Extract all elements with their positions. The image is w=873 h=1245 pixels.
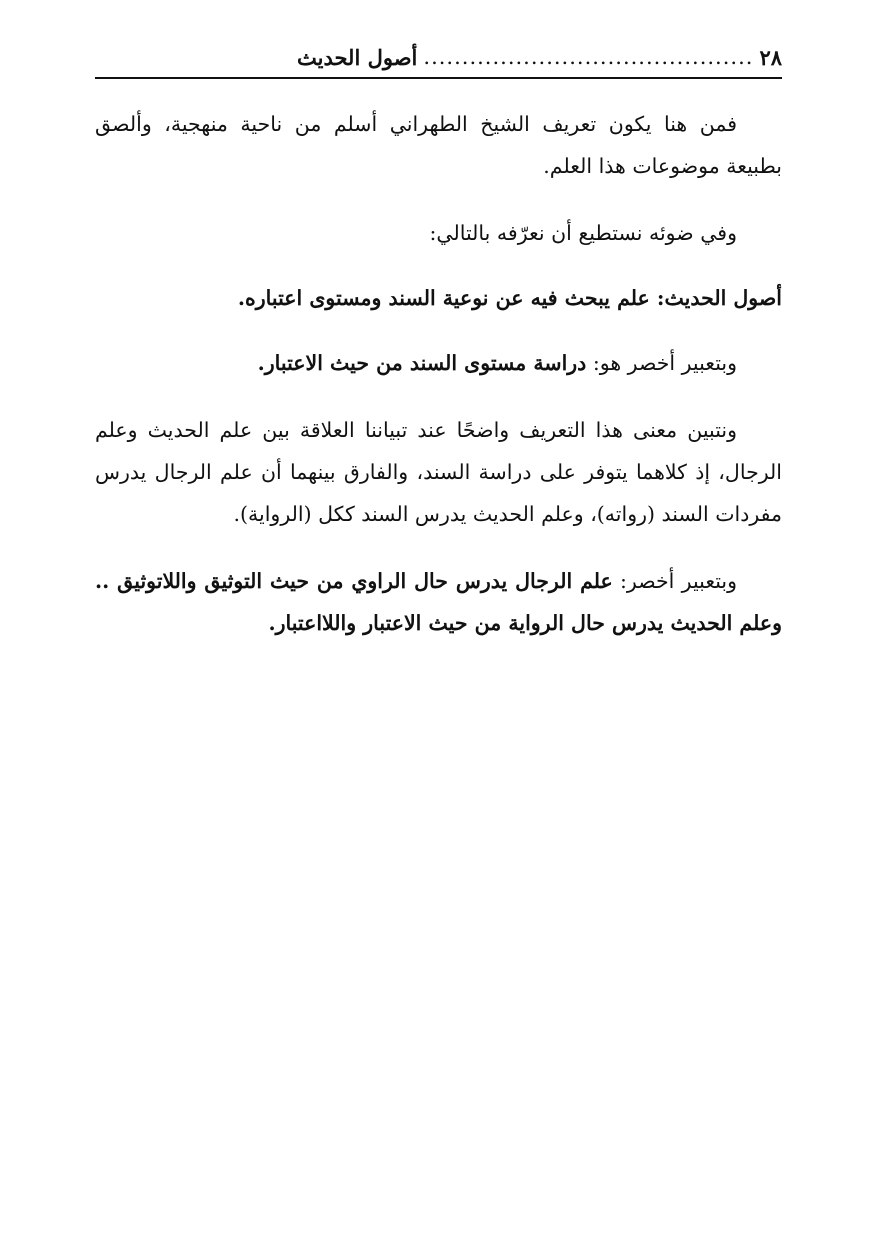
definition-paragraph: أصول الحديث: علم يبحث فيه عن نوعية السند ومستوى اعتباره. — [237, 286, 782, 310]
book-title: أصول الحديث — [297, 44, 418, 70]
paragraph-relation: ونتبين معنى هذا التعريف واضحًا عند تبياننا العلاقة بين علم الحديث وعلم الرجال، إذ كلاهما يتوفر على دراسة السند، والفارق بينهما أن علم الرجال يدرس مفردات السند (رواته)، وعلم الحديث يدرس السند ككل (الرواية). — [95, 418, 782, 526]
page-number: ٢٨ — [759, 44, 782, 70]
running-header — [95, 40, 782, 74]
header-leader-dots: ........................................... — [423, 45, 754, 69]
header-rule — [95, 77, 782, 79]
summary-bold: علم الرجال يدرس حال الراوي من حيث التوثيق واللاتوثيق .. وعلم الحديث يدرس حال الرواية من حيث الاعتبار واللااعتبار. — [95, 569, 782, 635]
body-text — [95, 103, 782, 644]
paragraph-summary — [95, 560, 782, 644]
summary-lead: وبتعبير أخصر: — [612, 569, 737, 593]
paragraph-1: فمن هنا يكون تعريف الشيخ الطهراني أسلم من ناحية منهجية، وألصق بطبيعة موضوعات هذا العلم. — [95, 112, 782, 178]
paragraph-short-definition — [95, 342, 782, 384]
short-definition-lead: وبتعبير أخصر هو: — [586, 351, 737, 375]
short-definition-bold: دراسة مستوى السند من حيث الاعتبار. — [257, 351, 587, 375]
paragraph-2: وفي ضوئه نستطيع أن نعرّفه بالتالي: — [429, 221, 737, 245]
